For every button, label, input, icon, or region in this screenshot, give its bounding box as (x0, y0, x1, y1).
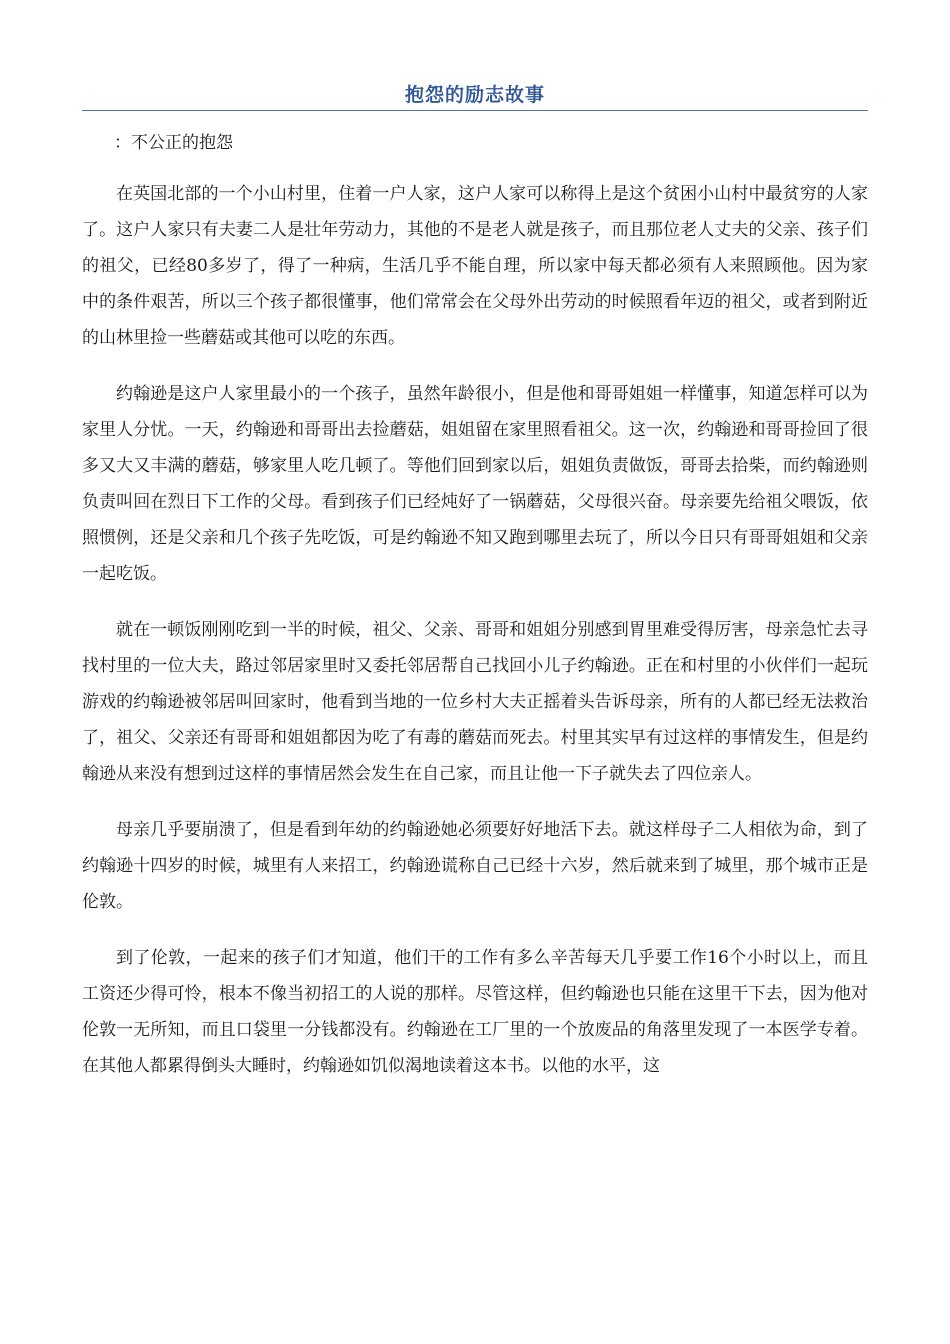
paragraph: 在英国北部的一个小山村里，住着一户人家，这户人家可以称得上是这个贫困小山村中最贫穷的人家了。这户人家只有夫妻二人是壮年劳动力，其他的不是老人就是孩子，而且那位老人丈夫的父亲、孩子们的祖父，已经80多岁了，得了一种病，生活几乎不能自理，所以家中每天都必须有人来照顾他。因为家中的条件艰苦，所以三个孩子都很懂事，他们常常会在父母外出劳动的时候照看年迈的祖父，或者到附近的山林里捡一些蘑菇或其他可以吃的东西。 (82, 184, 868, 348)
title-underline (82, 110, 868, 111)
document-body (82, 176, 868, 1104)
document-subtitle: ：不公正的抱怨 (114, 133, 233, 153)
paragraph: 母亲几乎要崩溃了，但是看到年幼的约翰逊她必须要好好地活下去。就这样母子二人相依为命，到了约翰逊十四岁的时候，城里有人来招工，约翰逊谎称自己已经十六岁，然后就来到了城里，那个城市正是伦敦。 (82, 820, 868, 912)
paragraph: 到了伦敦，一起来的孩子们才知道，他们干的工作有多么辛苦每天几乎要工作16个小时以上，而且工资还少得可怜，根本不像当初招工的人说的那样。尽管这样，但约翰逊也只能在这里干下去，因为他对伦敦一无所知，而且口袋里一分钱都没有。约翰逊在工厂里的一个放废品的角落里发现了一本医学专着。在其他人都累得倒头大睡时，约翰逊如饥似渴地读着这本书。以他的水平，这 (82, 948, 868, 1076)
document-title: 抱怨的励志故事 (404, 84, 545, 106)
paragraph: 就在一顿饭刚刚吃到一半的时候，祖父、父亲、哥哥和姐姐分别感到胃里难受得厉害，母亲急忙去寻找村里的一位大夫，路过邻居家里时又委托邻居帮自己找回小儿子约翰逊。正在和村里的小伙伴们一起玩游戏的约翰逊被邻居叫回家时，他看到当地的一位乡村大夫正摇着头告诉母亲，所有的人都已经无法救治了，祖父、父亲还有哥哥和姐姐都因为吃了有毒的蘑菇而死去。村里其实早有过这样的事情发生，但是约翰逊从来没有想到过这样的事情居然会发生在自己家，而且让他一下子就失去了四位亲人。 (82, 620, 868, 784)
paragraph: 约翰逊是这户人家里最小的一个孩子，虽然年龄很小，但是他和哥哥姐姐一样懂事，知道怎样可以为家里人分忧。一天，约翰逊和哥哥出去捡蘑菇，姐姐留在家里照看祖父。这一次，约翰逊和哥哥捡回了很多又大又丰满的蘑菇，够家里人吃几顿了。等他们回到家以后，姐姐负责做饭，哥哥去拾柴，而约翰逊则负责叫回在烈日下工作的父母。看到孩子们已经炖好了一锅蘑菇，父母很兴奋。母亲要先给祖父喂饭，依照惯例，还是父亲和几个孩子先吃饭，可是约翰逊不知又跑到哪里去玩了，所以今日只有哥哥姐姐和父亲一起吃饭。 (82, 384, 868, 584)
